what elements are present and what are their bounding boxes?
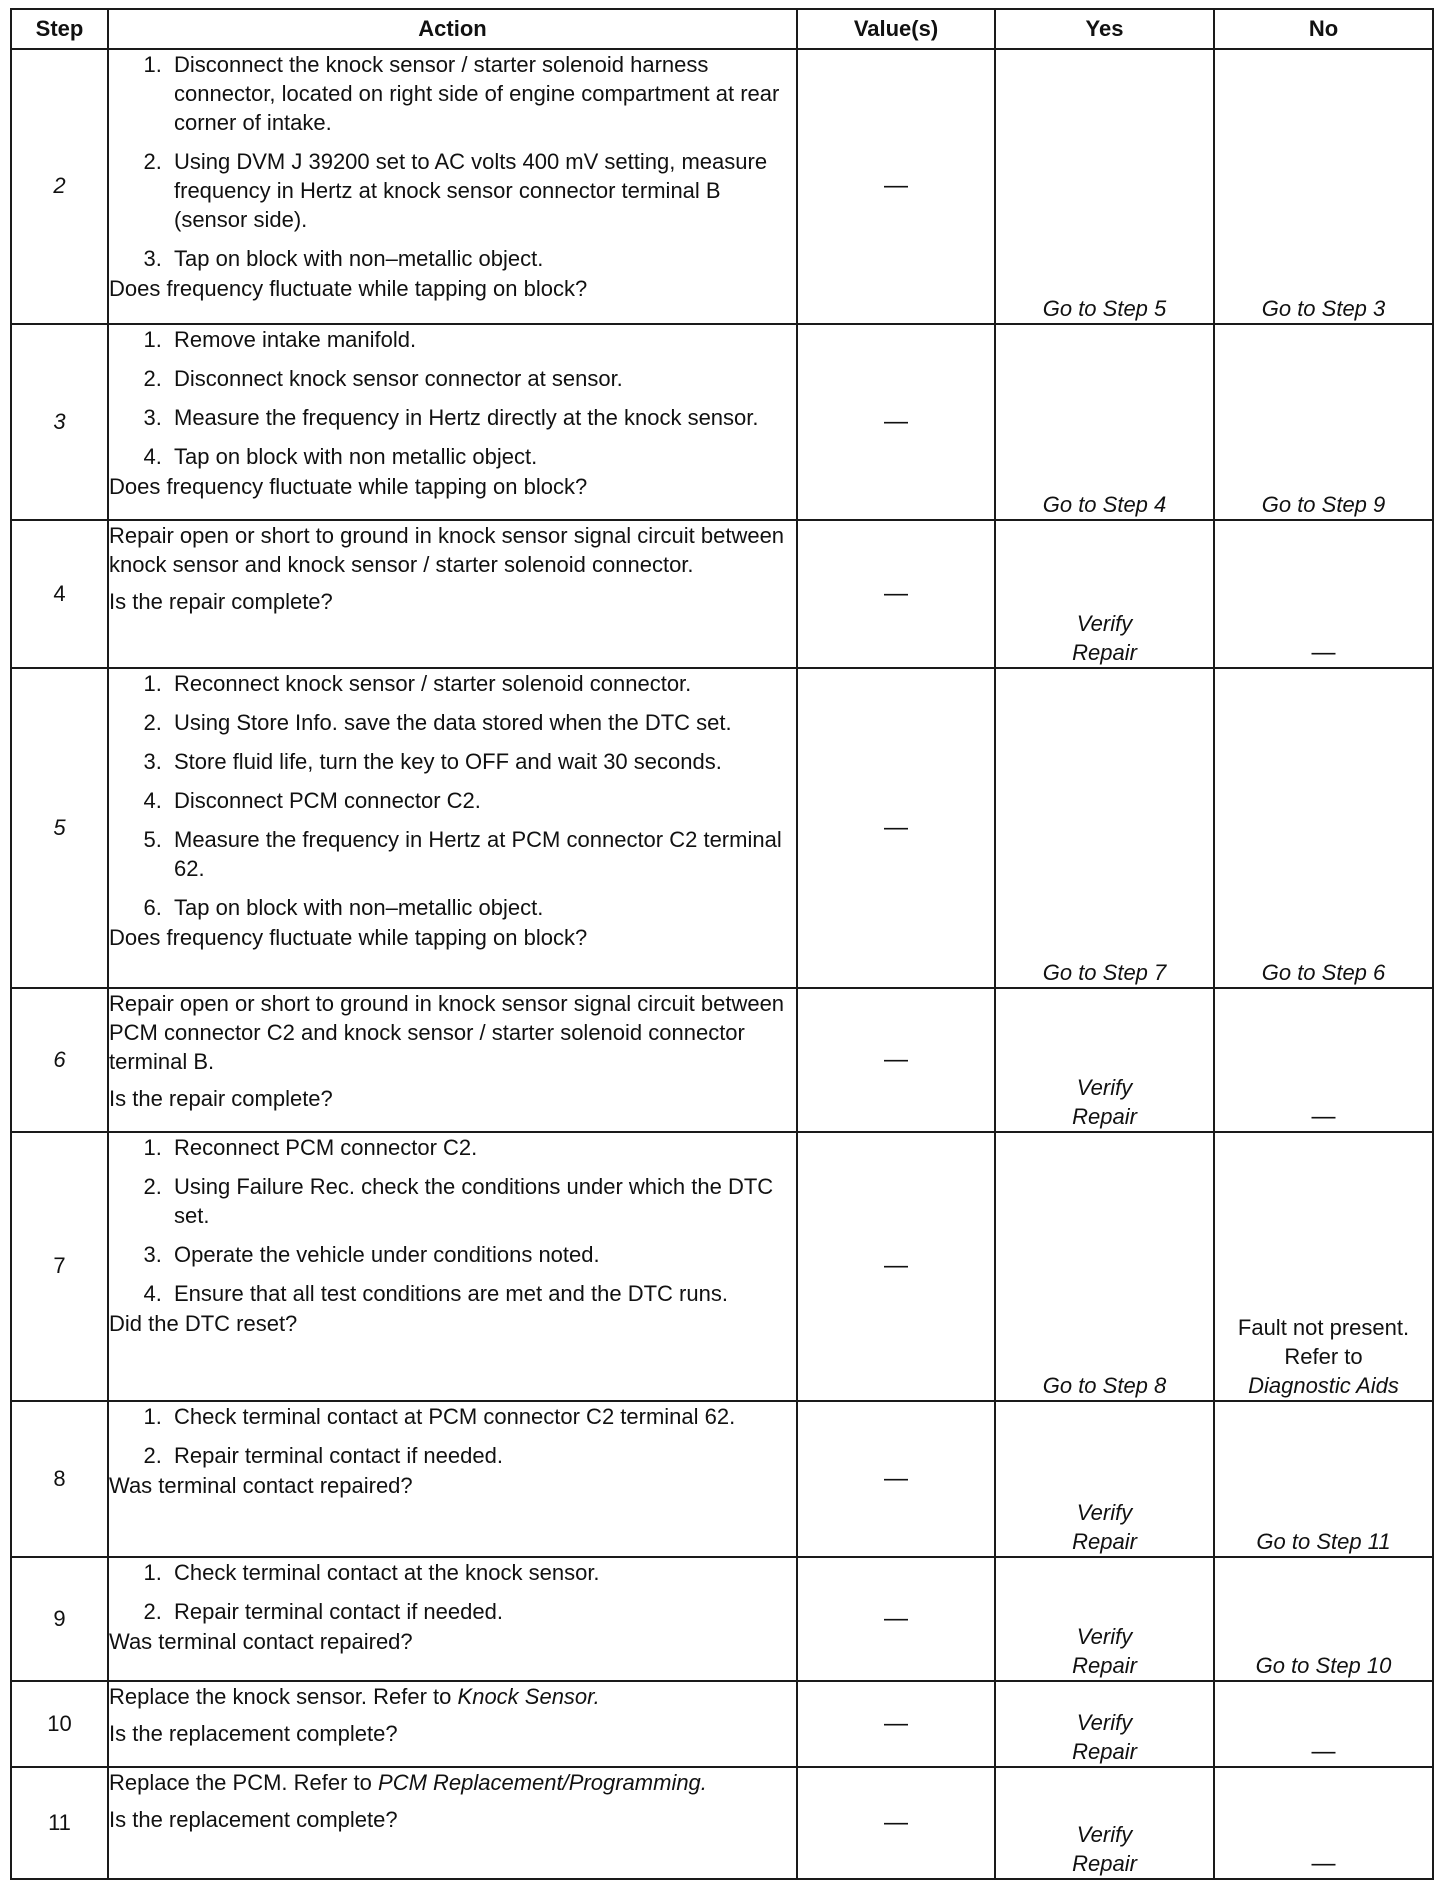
no-dash: — bbox=[1311, 638, 1336, 666]
yes-line: Verify bbox=[1076, 1623, 1133, 1649]
table-row-step-8 bbox=[11, 1401, 1433, 1557]
action-question: Was terminal contact repaired? bbox=[109, 1473, 413, 1498]
action-cell bbox=[108, 1132, 797, 1401]
header-no: No bbox=[1214, 9, 1433, 49]
table-row-step-7 bbox=[11, 1132, 1433, 1401]
no-result: Go to Step 11 bbox=[1214, 1401, 1433, 1557]
header-step: Step bbox=[11, 9, 108, 49]
yes-result: Go to Step 7 bbox=[995, 668, 1214, 988]
table-header bbox=[11, 9, 1433, 49]
action-list bbox=[109, 1402, 796, 1470]
action-question: Does frequency fluctuate while tapping on block? bbox=[109, 924, 588, 950]
action-text: Repair open or short to ground in knock sensor signal circuit between PCM connector C2 and knock sensor / starter solenoid connector terminal B. bbox=[109, 990, 785, 1074]
yes-result: Go to Step 4 bbox=[995, 324, 1214, 521]
yes-result bbox=[995, 1681, 1214, 1767]
yes-line: Verify bbox=[1076, 1074, 1133, 1100]
no-result: Go to Step 3 bbox=[1214, 49, 1433, 324]
value-cell: — bbox=[797, 324, 995, 521]
action-text-prefix: Replace the PCM. Refer to bbox=[109, 1769, 379, 1795]
value-cell: — bbox=[797, 988, 995, 1132]
action-question: Does frequency fluctuate while tapping on block? bbox=[109, 473, 588, 499]
action-item: 2. Repair terminal contact if needed. bbox=[168, 1441, 796, 1470]
action-cell bbox=[108, 668, 797, 988]
action-item: 5. Measure the frequency in Hertz at PCM connector C2 terminal 62. bbox=[168, 825, 796, 883]
action-text-prefix: Replace the knock sensor. Refer to bbox=[109, 1683, 458, 1709]
no-dash: — bbox=[1311, 1850, 1336, 1877]
action-question: Is the replacement complete? bbox=[109, 1806, 398, 1832]
action-question: Does frequency fluctuate while tapping on block? bbox=[109, 276, 588, 301]
value-cell: — bbox=[797, 1681, 995, 1767]
action-cell bbox=[108, 49, 797, 324]
action-list bbox=[109, 1133, 796, 1308]
yes-line: Repair bbox=[1072, 1652, 1137, 1678]
action-item: 2. Repair terminal contact if needed. bbox=[168, 1597, 796, 1626]
action-question: Is the replacement complete? bbox=[109, 1720, 398, 1746]
step-number: 3 bbox=[11, 324, 108, 521]
value-cell: — bbox=[797, 1557, 995, 1681]
yes-line: Repair bbox=[1072, 1529, 1137, 1555]
yes-line: Verify bbox=[1076, 610, 1133, 636]
yes-line: Verify bbox=[1076, 1500, 1133, 1526]
no-line: Refer to bbox=[1284, 1344, 1363, 1369]
step-number: 10 bbox=[11, 1681, 108, 1767]
step-number: 7 bbox=[11, 1132, 108, 1401]
action-text: Repair open or short to ground in knock sensor signal circuit between knock sensor and knock sensor / starter solenoid connector. bbox=[109, 523, 785, 578]
yes-line: Verify bbox=[1076, 1822, 1133, 1847]
pcm-replacement-ref: PCM Replacement/Programming. bbox=[378, 1769, 707, 1795]
table-row-step-2 bbox=[11, 49, 1433, 324]
no-result: Go to Step 10 bbox=[1214, 1557, 1433, 1681]
action-list bbox=[109, 325, 796, 471]
action-item: 3. Store fluid life, turn the key to OFF and wait 30 seconds. bbox=[168, 747, 796, 776]
action-item: 3. Tap on block with non–metallic object. bbox=[168, 244, 796, 273]
diagnostic-table bbox=[10, 8, 1434, 1880]
action-cell bbox=[108, 1401, 797, 1557]
no-line: Fault not present. bbox=[1237, 1315, 1410, 1340]
action-item: 1. Reconnect knock sensor / starter solenoid connector. bbox=[168, 669, 796, 698]
no-result bbox=[1214, 520, 1433, 667]
yes-line: Repair bbox=[1072, 1851, 1137, 1876]
action-item: 2. Using Failure Rec. check the conditions under which the DTC set. bbox=[168, 1172, 796, 1230]
value-cell: — bbox=[797, 1132, 995, 1401]
action-cell bbox=[108, 1767, 797, 1879]
action-item: 6. Tap on block with non–metallic object. bbox=[168, 893, 796, 922]
value-cell: — bbox=[797, 668, 995, 988]
action-question: Is the repair complete? bbox=[109, 589, 333, 615]
yes-result bbox=[995, 1401, 1214, 1557]
yes-line: Repair bbox=[1072, 1103, 1137, 1129]
action-question: Did the DTC reset? bbox=[109, 1310, 298, 1336]
action-cell bbox=[108, 1557, 797, 1681]
no-result bbox=[1214, 1681, 1433, 1767]
header-values: Value(s) bbox=[797, 9, 995, 49]
table-row-step-6 bbox=[11, 988, 1433, 1132]
action-list bbox=[109, 50, 796, 273]
header-yes: Yes bbox=[995, 9, 1214, 49]
step-number: 8 bbox=[11, 1401, 108, 1557]
yes-result bbox=[995, 1767, 1214, 1879]
no-result bbox=[1214, 988, 1433, 1132]
step-number: 6 bbox=[11, 988, 108, 1132]
yes-result: Go to Step 5 bbox=[995, 49, 1214, 324]
step-number: 2 bbox=[11, 49, 108, 324]
yes-line: Verify bbox=[1076, 1709, 1133, 1735]
no-result: Go to Step 6 bbox=[1214, 668, 1433, 988]
action-question: Is the repair complete? bbox=[109, 1085, 333, 1111]
step-number: 4 bbox=[11, 520, 108, 667]
no-result: Go to Step 9 bbox=[1214, 324, 1433, 521]
action-text bbox=[109, 1682, 796, 1711]
table-row-step-3 bbox=[11, 324, 1433, 521]
yes-result bbox=[995, 988, 1214, 1132]
table-row-step-11 bbox=[11, 1767, 1433, 1879]
action-item: 4. Disconnect PCM connector C2. bbox=[168, 786, 796, 815]
yes-result bbox=[995, 1557, 1214, 1681]
action-item: 1. Check terminal contact at the knock sensor. bbox=[168, 1558, 796, 1587]
action-list bbox=[109, 1558, 796, 1626]
yes-result: Go to Step 8 bbox=[995, 1132, 1214, 1401]
action-item: 1. Disconnect the knock sensor / starter solenoid harness connector, located on right side of engine compartment at rear corner of intake. bbox=[168, 50, 796, 137]
action-item: 3. Measure the frequency in Hertz directly at the knock sensor. bbox=[168, 403, 796, 432]
table-row-step-10 bbox=[11, 1681, 1433, 1767]
value-cell: — bbox=[797, 1401, 995, 1557]
action-item: 2. Disconnect knock sensor connector at sensor. bbox=[168, 364, 796, 393]
action-item: 1. Remove intake manifold. bbox=[168, 325, 796, 354]
action-text bbox=[109, 1768, 796, 1797]
action-item: 2. Using Store Info. save the data stored when the DTC set. bbox=[168, 708, 796, 737]
table-row-step-4 bbox=[11, 520, 1433, 667]
action-question: Was terminal contact repaired? bbox=[109, 1629, 413, 1655]
value-cell: — bbox=[797, 520, 995, 667]
value-cell: — bbox=[797, 1767, 995, 1879]
no-dash: — bbox=[1311, 1102, 1336, 1130]
yes-line: Repair bbox=[1072, 1738, 1137, 1764]
no-result bbox=[1214, 1132, 1433, 1401]
action-list bbox=[109, 669, 796, 922]
value-cell: — bbox=[797, 49, 995, 324]
table-row-step-9 bbox=[11, 1557, 1433, 1681]
action-cell bbox=[108, 324, 797, 521]
step-number: 11 bbox=[11, 1767, 108, 1879]
yes-line: Repair bbox=[1072, 639, 1137, 665]
action-item: 1. Check terminal contact at PCM connector C2 terminal 62. bbox=[168, 1402, 796, 1431]
no-result bbox=[1214, 1767, 1433, 1879]
knock-sensor-ref: Knock Sensor. bbox=[457, 1683, 600, 1709]
step-number: 9 bbox=[11, 1557, 108, 1681]
no-dash: — bbox=[1311, 1737, 1336, 1765]
action-cell bbox=[108, 520, 797, 667]
action-item: 2. Using DVM J 39200 set to AC volts 400 mV setting, measure frequency in Hertz at knock sensor connector terminal B (sensor side). bbox=[168, 147, 796, 234]
action-item: 3. Operate the vehicle under conditions noted. bbox=[168, 1240, 796, 1269]
action-cell bbox=[108, 1681, 797, 1767]
action-item: 1. Reconnect PCM connector C2. bbox=[168, 1133, 796, 1162]
header-action: Action bbox=[108, 9, 797, 49]
step-number: 5 bbox=[11, 668, 108, 988]
table-row-step-5 bbox=[11, 668, 1433, 988]
action-item: 4. Tap on block with non metallic object. bbox=[168, 442, 796, 471]
yes-result bbox=[995, 520, 1214, 667]
diagnostic-aids-ref: Diagnostic Aids bbox=[1248, 1373, 1399, 1398]
action-item: 4. Ensure that all test conditions are met and the DTC runs. bbox=[168, 1279, 796, 1308]
action-cell bbox=[108, 988, 797, 1132]
